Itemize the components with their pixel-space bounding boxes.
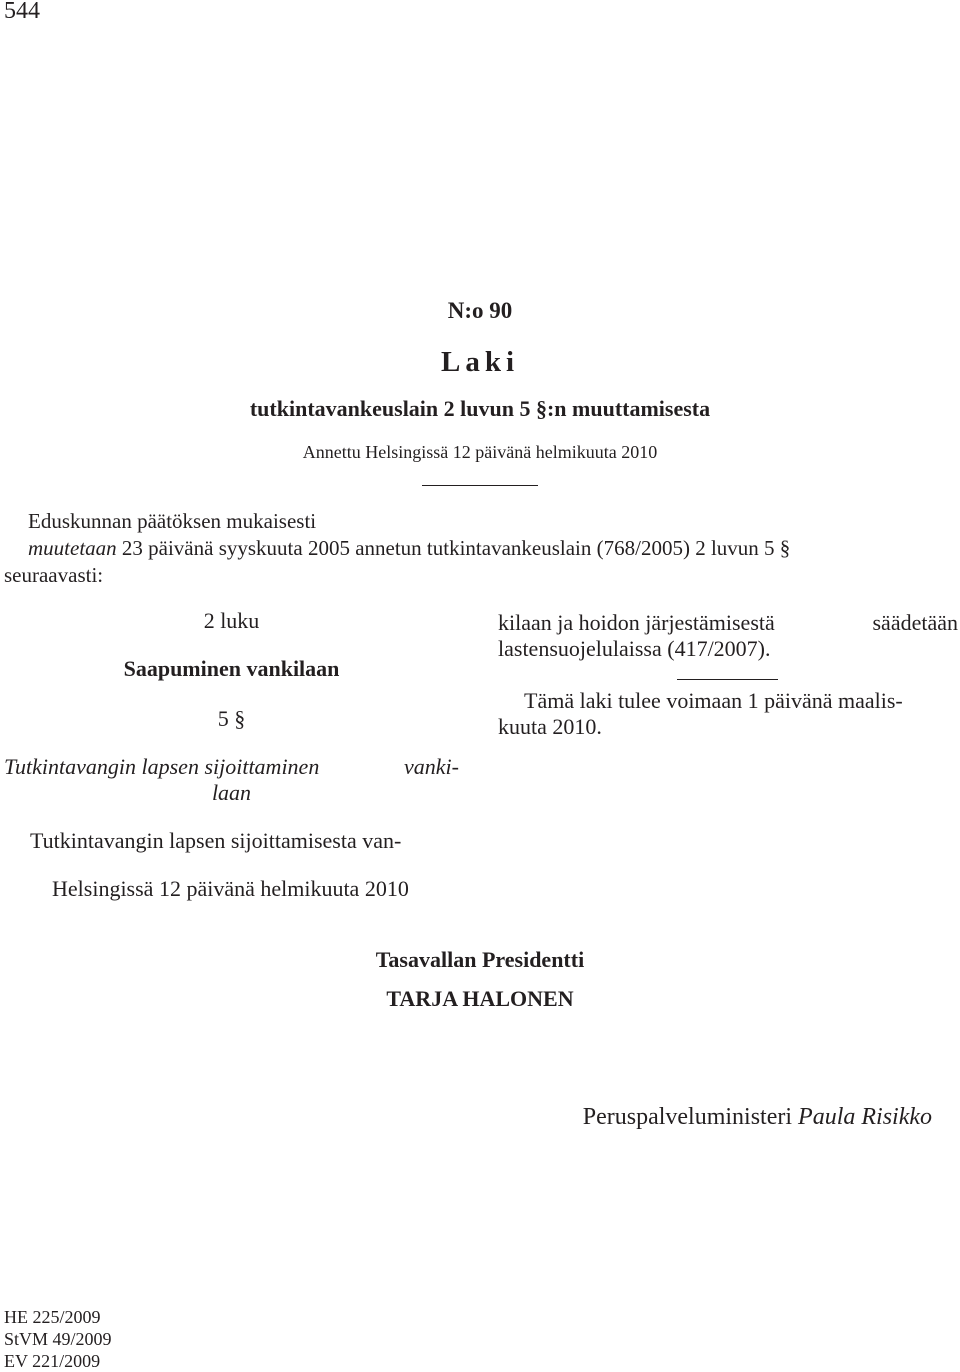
preamble-keyword: muutetaan: [28, 536, 117, 560]
law-title: tutkintavankeuslain 2 luvun 5 §:n muuttamisesta: [249, 396, 711, 421]
signing-place-date: Helsingissä 12 päivänä helmikuuta 2010: [52, 876, 409, 901]
law-number: N:o 90: [447, 298, 513, 323]
reference-item: StVM 49/2009: [4, 1329, 112, 1349]
section-title-part: Tutkintavangin lapsen sijoittaminen: [4, 754, 320, 779]
chapter-title: Saapuminen vankilaan: [123, 656, 340, 681]
page-number: 544: [4, 0, 40, 24]
section-title-continued: laan: [211, 780, 252, 805]
legislative-references: [4, 1306, 112, 1372]
chapter-number: 2 luku: [203, 608, 260, 633]
paragraph-part: kilaan ja hoidon järjestämisestä: [498, 610, 775, 635]
section-paragraph: Tutkintavangin lapsen sijoittamisesta van-: [30, 828, 402, 853]
section-title-part: vanki-: [404, 754, 459, 779]
entry-into-force-continued: kuuta 2010.: [498, 714, 602, 739]
given-date: Annettu Helsingissä 12 päivänä helmikuuta 2010: [302, 442, 658, 462]
preamble-line: Eduskunnan päätöksen mukaisesti: [28, 509, 317, 533]
reference-item: HE 225/2009: [4, 1307, 101, 1327]
column-divider: [677, 679, 778, 680]
preamble-amendment-text: 23 päivänä syyskuuta 2005 annetun tutkintavankeuslain (768/2005) 2 luvun 5 §: [116, 536, 791, 560]
preamble-amendment: [28, 536, 790, 561]
section-paragraph-end: lastensuojelulaissa (417/2007).: [498, 636, 771, 661]
entry-into-force: Tämä laki tulee voimaan 1 päivänä maalis-: [524, 688, 903, 713]
president-title: Tasavallan Presidentti: [375, 947, 585, 972]
president-name: TARJA HALONEN: [386, 986, 574, 1011]
minister-name: Paula Risikko: [798, 1104, 932, 1130]
preamble-line: seuraavasti:: [4, 563, 104, 587]
title-divider: [422, 485, 538, 486]
law-heading: Laki: [440, 346, 520, 378]
paragraph-part: säädetään: [872, 610, 958, 635]
minister-signature: [583, 1104, 932, 1131]
minister-title: Peruspalveluministeri: [582, 1104, 793, 1130]
section-number: 5 §: [217, 706, 246, 731]
reference-item: EV 221/2009: [4, 1351, 101, 1371]
